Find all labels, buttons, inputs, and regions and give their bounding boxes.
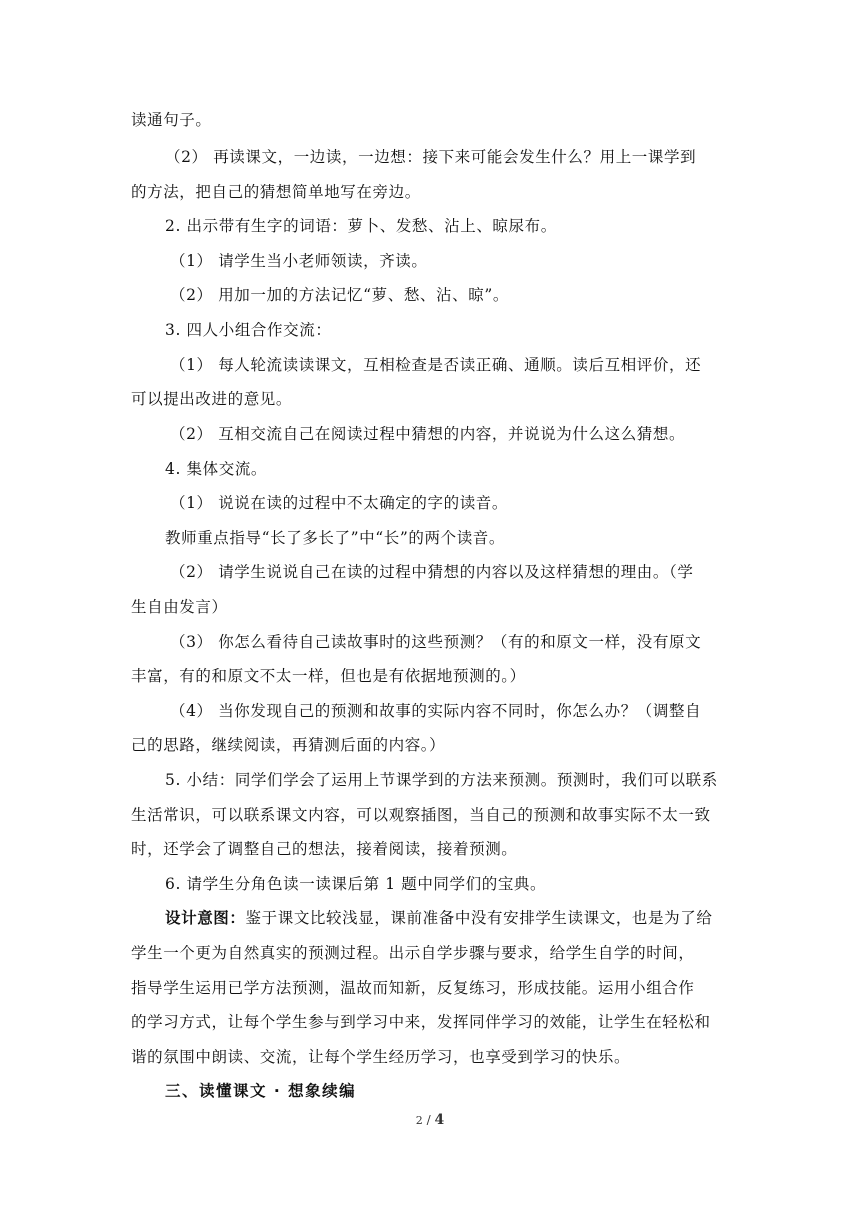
- text-line: 的学习方式，让每个学生参与到学习中来，发挥同伴学习的效能，让学生在轻松和: [131, 1013, 711, 1031]
- design-intent-line: [165, 908, 712, 928]
- list-item: （2） 请学生说说自己在读的过程中猜想的内容以及这样猜想的理由。（学: [170, 563, 694, 581]
- list-item: （4） 当你发现自己的预测和故事的实际内容不同时，你怎么办？（调整自: [170, 702, 702, 720]
- section-heading: 三、读懂课文 · 想象续编: [165, 1082, 357, 1100]
- list-item: （1） 说说在读的过程中不太确定的字的读音。: [170, 494, 508, 512]
- text-line: 教师重点指导“长了多长了”中“长”的两个读音。: [165, 529, 505, 547]
- text-line: 谐的氛围中朗读、交流，让每个学生经历学习，也享受到学习的快乐。: [131, 1048, 631, 1066]
- list-item: 5. 小结：同学们学会了运用上节课学到的方法来预测。预测时，我们可以联系: [165, 771, 718, 789]
- text-line: 指导学生运用已学方法预测，温故而知新，反复练习，形成技能。运用小组合作: [131, 979, 695, 997]
- current-page: 2: [415, 1114, 423, 1127]
- text-line: 时，还学会了调整自己的想法，接着阅读，接着预测。: [131, 840, 518, 858]
- total-pages: 4: [434, 1112, 445, 1128]
- list-item: 3. 四人小组合作交流：: [165, 321, 332, 339]
- text-line: 生自由发言）: [131, 598, 228, 616]
- page-number: [0, 1112, 860, 1128]
- page-separator: /: [422, 1113, 435, 1127]
- list-item: 4. 集体交流。: [165, 460, 268, 478]
- list-item: （1） 每人轮流读读课文，互相检查是否读正确、通顺。读后互相评价，还: [170, 356, 702, 374]
- text-line: 读通句子。: [131, 111, 212, 129]
- list-item: 2. 出示带有生字的词语：萝卜、发愁、沾上、晾尿布。: [165, 217, 557, 235]
- design-intent-text: 鉴于课文比较浅显，课前准备中没有安排学生读课文，也是为了给: [245, 909, 713, 927]
- list-item: （3） 你怎么看待自己读故事时的这些预测？（有的和原文一样，没有原文: [170, 633, 702, 651]
- text-line: 的方法，把自己的猜想简单地写在旁边。: [131, 183, 421, 201]
- list-item: （2） 互相交流自己在阅读过程中猜想的内容，并说说为什么这么猜想。: [170, 425, 686, 443]
- text-line: 丰富，有的和原文不太一样，但也是有依据地预测的。）: [131, 667, 526, 685]
- text-line: 生活常识，可以联系课文内容，可以观察插图，当自己的预测和故事实际不太一致: [131, 806, 711, 824]
- text-line: （2） 再读课文，一边读，一边想：接下来可能会发生什么？用上一课学到: [165, 148, 697, 166]
- text-line: 己的思路，继续阅读，再猜测后面的内容。）: [131, 736, 446, 754]
- list-item: 6. 请学生分角色读一读课后第 1 题中同学们的宝典。: [165, 875, 547, 893]
- text-line: 学生一个更为自然真实的预测过程。出示自学步骤与要求，给学生自学的时间，: [131, 944, 695, 962]
- list-item: （1） 请学生当小老师领读，齐读。: [170, 252, 428, 270]
- text-line: 可以提出改进的意见。: [131, 390, 293, 408]
- list-item: （2） 用加一加的方法记忆“萝、愁、沾、晾”。: [170, 286, 509, 304]
- design-intent-label: 设计意图：: [165, 908, 246, 927]
